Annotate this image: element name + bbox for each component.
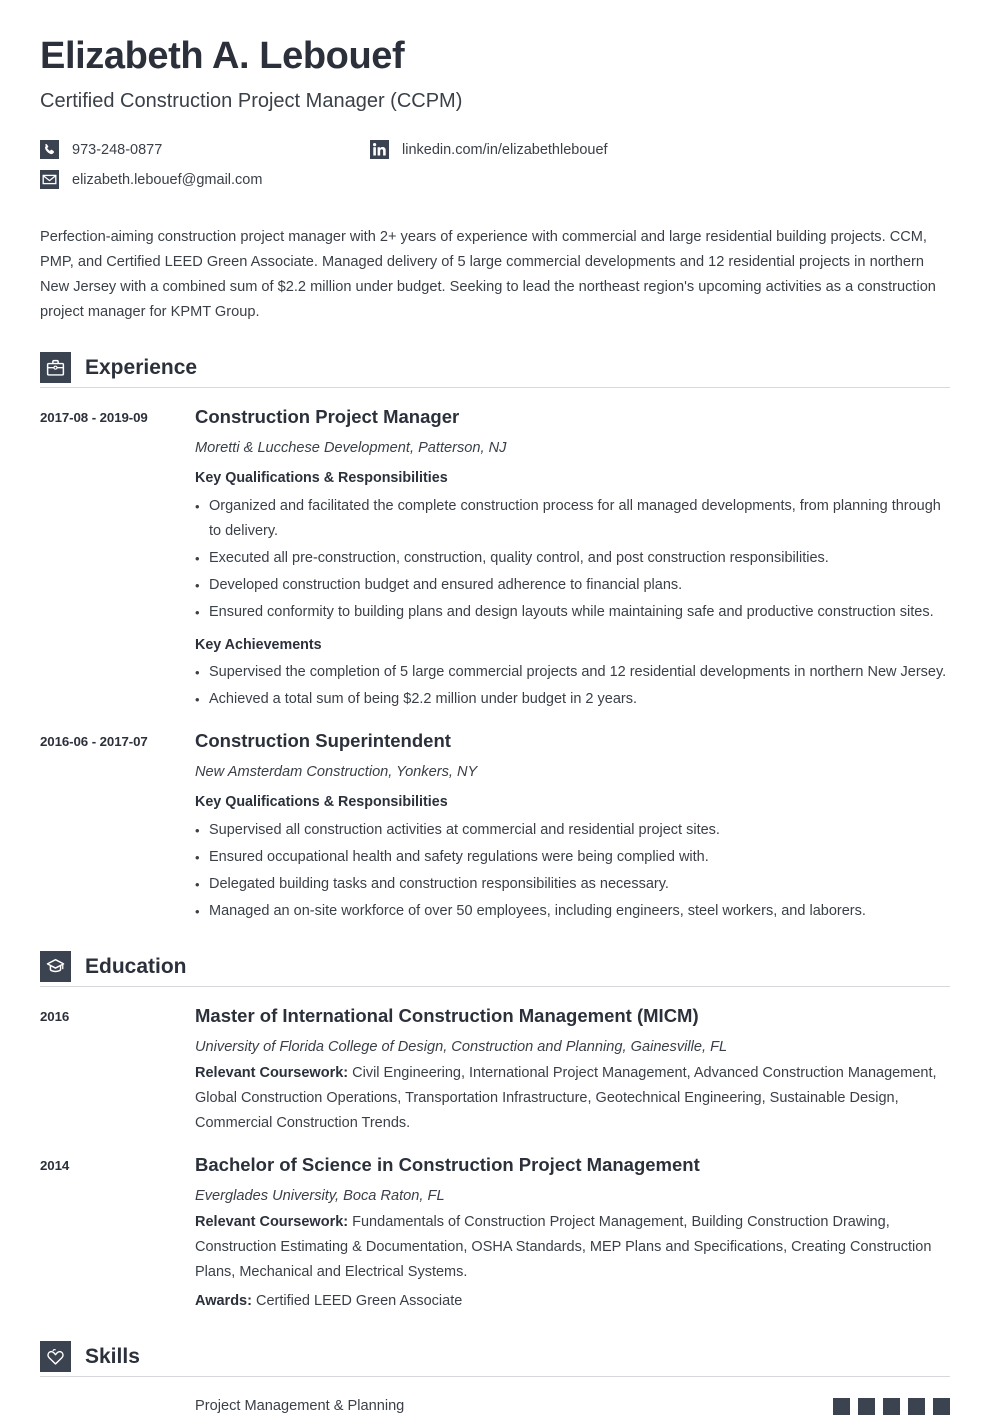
experience-bullet-list bbox=[195, 494, 950, 625]
section-title-skills: Skills bbox=[85, 1345, 140, 1369]
email-icon bbox=[40, 170, 59, 189]
list-item: • Achieved a total sum of being $2.2 million under budget in 2 years. bbox=[195, 687, 950, 712]
experience-entry-role: Construction Project Manager bbox=[195, 405, 460, 427]
education-detail-label: Relevant Coursework: bbox=[195, 1064, 349, 1081]
education-entry-school: University of Florida College of Design, Construction and Planning, Gainesville, FL bbox=[195, 1038, 728, 1055]
skill-rating-square bbox=[883, 1398, 900, 1415]
section-education bbox=[40, 950, 950, 1314]
list-item: • Supervised all construction activities at commercial and residential project sites. bbox=[195, 818, 950, 843]
experience-entry-org: Moretti & Lucchese Development, Patterson, NJ bbox=[195, 439, 507, 456]
education-detail-value: Civil Engineering, International Project Management, Advanced Construction Management, Global Construction Operations, Transportation Infrastructure, Geotechnical Engineering, Sustainable Design, Commercial Construction Trends. bbox=[195, 1064, 937, 1131]
section-header-experience bbox=[40, 351, 950, 385]
section-skills bbox=[40, 1340, 950, 1415]
section-header-education bbox=[40, 950, 950, 984]
skill-rating-square bbox=[908, 1398, 925, 1415]
contact-email-text: elizabeth.lebouef@gmail.com bbox=[72, 171, 263, 188]
education-detail-value: Fundamentals of Construction Project Management, Building Construction Drawing, Construction Estimating & Documentation, OSHA Standards, MEP Plans and Specifications, Creating Construction Plans, Mechanical and Electrical Systems. bbox=[195, 1213, 932, 1280]
experience-entry-role: Construction Superintendent bbox=[195, 730, 451, 752]
list-item: • Executed all pre-construction, construction, quality control, and post construction responsibilities. bbox=[195, 546, 950, 571]
section-experience bbox=[40, 351, 950, 924]
contact-linkedin-text: linkedin.com/in/elizabethlebouef bbox=[402, 141, 608, 158]
skill-rating-square bbox=[858, 1398, 875, 1415]
education-entry-date: 2016 bbox=[40, 1008, 70, 1024]
experience-bullet-list bbox=[195, 818, 950, 924]
skill-rating-square bbox=[833, 1398, 850, 1415]
education-entry-degree: Master of International Construction Management (MICM) bbox=[195, 1004, 699, 1026]
experience-entry bbox=[40, 729, 950, 924]
experience-entry-org: New Amsterdam Construction, Yonkers, NY bbox=[195, 764, 478, 781]
contact-item-email[interactable] bbox=[40, 165, 370, 195]
list-item: • Ensured occupational health and safety regulations were being complied with. bbox=[195, 845, 950, 870]
section-title-education: Education bbox=[85, 955, 187, 979]
candidate-name: Elizabeth A. Lebouef bbox=[40, 35, 405, 77]
education-detail bbox=[195, 1289, 950, 1314]
experience-entry bbox=[40, 405, 950, 712]
section-divider-experience bbox=[40, 387, 950, 388]
skill-rating-square bbox=[933, 1398, 950, 1415]
candidate-job-title: Certified Construction Project Manager (CCPM) bbox=[40, 89, 463, 112]
education-entry-degree: Bachelor of Science in Construction Project Management bbox=[195, 1153, 700, 1175]
section-divider-skills bbox=[40, 1376, 950, 1377]
resume-header bbox=[40, 0, 950, 113]
experience-entry-date: 2016-06 - 2017-07 bbox=[40, 734, 148, 750]
contact-item-phone[interactable] bbox=[40, 135, 370, 165]
education-detail bbox=[195, 1210, 950, 1285]
experience-group-label: Key Qualifications & Responsibilities bbox=[195, 794, 448, 811]
experience-entry-date: 2017-08 - 2019-09 bbox=[40, 409, 148, 425]
list-item: • Managed an on-site workforce of over 50 employees, including engineers, steel workers, and laborers. bbox=[195, 899, 950, 924]
briefcase-icon bbox=[40, 352, 71, 383]
experience-group-label: Key Qualifications & Responsibilities bbox=[195, 469, 448, 486]
skill-row bbox=[40, 1398, 950, 1415]
section-title-experience: Experience bbox=[85, 356, 198, 380]
section-divider-education bbox=[40, 986, 950, 987]
education-entry-school: Everglades University, Boca Raton, FL bbox=[195, 1187, 445, 1204]
list-item: • Delegated building tasks and construction responsibilities as necessary. bbox=[195, 872, 950, 897]
list-item: • Developed construction budget and ensured adherence to financial plans. bbox=[195, 573, 950, 598]
education-entry bbox=[40, 1004, 950, 1136]
experience-bullet-list bbox=[195, 660, 950, 712]
skill-name: Project Management & Planning bbox=[195, 1398, 405, 1415]
phone-icon bbox=[40, 140, 59, 159]
experience-group-label: Key Achievements bbox=[195, 636, 322, 653]
linkedin-icon bbox=[370, 140, 389, 159]
list-item: • Supervised the completion of 5 large commercial projects and 12 residential developments in northern New Jersey. bbox=[195, 660, 950, 685]
list-item: • Ensured conformity to building plans and design layouts while maintaining safe and productive construction sites. bbox=[195, 600, 950, 625]
education-detail bbox=[195, 1061, 950, 1136]
education-entry bbox=[40, 1153, 950, 1314]
skill-rating bbox=[833, 1398, 950, 1415]
contact-list bbox=[40, 135, 740, 195]
education-detail-label: Relevant Coursework: bbox=[195, 1213, 349, 1230]
education-detail-label: Awards: bbox=[195, 1292, 252, 1309]
heart-hand-icon bbox=[40, 1341, 71, 1372]
professional-summary: Perfection-aiming construction project manager with 2+ years of experience with commercial and large residential building projects. CCM, PMP, and Certified LEED Green Associate. Managed delivery of 5 large commercial developments and 12 residential projects in northern New Jersey with a combined sum of $2.2 million under budget. Seeking to lead the northeast region's upcoming activities as a construction project manager for KPMT Group. bbox=[40, 228, 936, 320]
education-entry-date: 2014 bbox=[40, 1157, 70, 1173]
contact-phone-text: 973-248-0877 bbox=[72, 141, 163, 158]
list-item: • Organized and facilitated the complete construction process for all managed developments, from planning through to delivery. bbox=[195, 494, 950, 544]
section-header-skills bbox=[40, 1340, 950, 1374]
education-detail-value: Certified LEED Green Associate bbox=[255, 1292, 463, 1309]
graduation-cap-icon bbox=[40, 951, 71, 982]
contact-item-linkedin[interactable] bbox=[370, 135, 700, 165]
